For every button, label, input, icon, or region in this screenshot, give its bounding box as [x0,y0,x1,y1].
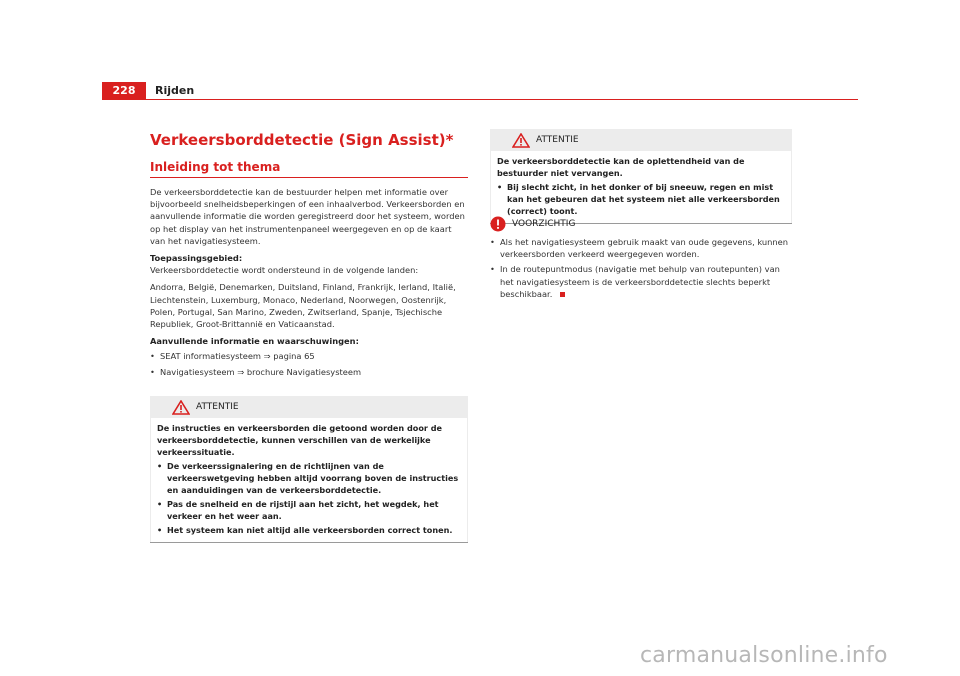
list-item [497,181,785,217]
warning-lead: De instructies en verkeersborden die getoond worden door de verkeersborddetectie, kunnen verschillen van de werkelijke verkeerssituatie. [157,423,442,457]
bullet-icon: • [157,461,163,471]
section-end-icon [560,292,565,297]
toepassing-block [150,252,468,276]
list-item [150,366,468,378]
exclamation-circle-icon [490,216,506,232]
list-item-text: SEAT informatiesysteem ⇒ pagina 65 [160,351,315,362]
bullet-icon: • [497,182,503,192]
warning-body [491,151,791,223]
bullet-icon: • [157,525,163,535]
list-item [490,236,792,260]
warning-heading [150,396,468,418]
header-rule [102,99,858,100]
list-item [150,350,468,362]
bullet-icon: • [157,499,163,509]
list-item-text: Bij slecht zicht, in het donker of bij sneeuw, regen en mist kan het gebeuren dat het systeem niet alle verkeersborden (correct) toont. [507,182,780,216]
watermark: carmanualsonline.info [640,643,888,668]
subtitle-rule [150,177,468,178]
warning-lead: De verkeersborddetectie kan de oplettendheid van de bestuurder niet vervangen. [497,156,745,178]
caution-body [490,236,792,305]
list-item-text: In de routepuntmodus (navigatie met behulp van routepunten) van het navigatiesysteem is de verkeersborddetectie slechts beperkt beschikbaar. [500,264,780,299]
list-item-text: Pas de snelheid en de rijstijl aan het zicht, het wegdek, het verkeer en het weer aan. [167,499,439,521]
bullet-icon: • [150,366,155,377]
warning-triangle-icon [512,133,530,148]
countries-paragraph: Andorra, België, Denemarken, Duitsland, Finland, Frankrijk, Ierland, Italië, Liechtenstein, Luxemburg, Monaco, Nederland, Noorwegen, Oostenrijk, Polen, Portugal, San Marino, Zweden, Zwitserland, Spanje, Tsjechische Republiek, Groot-Brittannië en Vaticaanstad. [150,282,456,330]
caution-heading [490,216,575,232]
list-item [490,263,792,300]
list-item [157,498,461,522]
warning-heading-text: ATTENTIE [196,402,239,412]
list-item-text: Navigatiesysteem ⇒ brochure Navigatiesysteem [160,366,362,377]
aanvullend-label: Aanvullende informatie en waarschuwingen: [150,336,359,347]
list-item-text: De verkeerssignalering en de richtlijnen van de verkeerswetgeving hebben altijd voorrang boven de instructies en aanduidingen van de verkeersborddetectie. [167,461,459,495]
page-number: 228 [102,82,146,99]
toepassing-label: Toepassingsgebied: [150,253,243,264]
warning-body [151,418,467,542]
warning-box-left [150,396,468,543]
list-item [157,524,461,536]
page-title: Verkeersborddetectie (Sign Assist)* [150,131,454,149]
warning-box-right [490,129,792,224]
list-item-text: Als het navigatiesysteem gebruik maakt van oude gegevens, kunnen verkeersborden verkeerd weergegeven worden. [500,237,789,260]
warning-heading [490,129,792,151]
warning-heading-text: ATTENTIE [536,135,579,145]
left-column [150,186,468,383]
list-item-text: Het systeem kan niet altijd alle verkeersborden correct tonen. [167,525,453,535]
section-title: Rijden [155,84,195,97]
intro-paragraph: De verkeersborddetectie kan de bestuurder helpen met informatie over bijvoorbeeld snelheidsbeperkingen of een inhaalverbod. Verkeersborden en aanvullende informatie die worden geregistreerd door het systeem, worden op het display van het instrumentenpaneel weergegeven en op de kaart van het navigatiesysteem. [150,187,465,246]
bullet-icon: • [490,264,495,275]
caution-heading-text: VOORZICHTIG [512,219,576,229]
warning-triangle-icon [172,400,190,415]
section-subtitle: Inleiding tot thema [150,160,281,174]
toepassing-text: Verkeersborddetectie wordt ondersteund in de volgende landen: [150,265,419,276]
list-item [157,460,461,496]
bullet-icon: • [150,351,155,362]
bullet-icon: • [490,237,495,247]
